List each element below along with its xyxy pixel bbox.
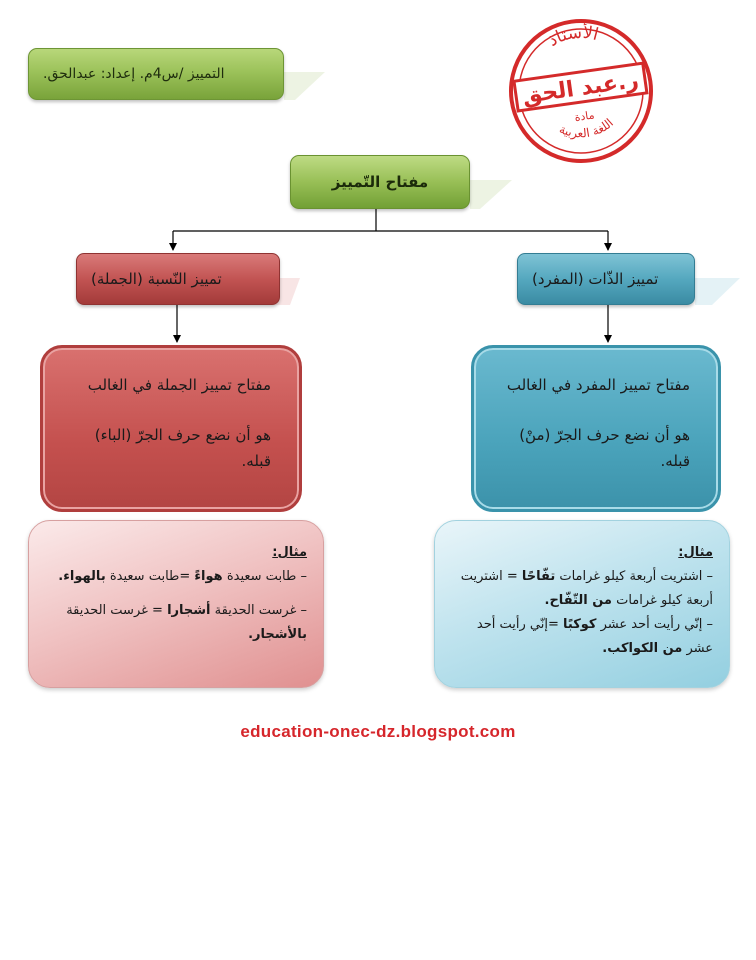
- header-text: التمييز /س4م. إعداد: عبدالحق.: [43, 66, 225, 82]
- example-box-sentence: [28, 520, 324, 688]
- example-box-singular: [434, 520, 730, 688]
- category-label-singular: تمييز الذّات (المفرد): [532, 270, 659, 288]
- rule-line: مفتاح تمييز الجملة في الغالب: [87, 376, 271, 394]
- example-line: – طابت سعيدة هواءً =طابت سعيدة بالهواء.: [58, 569, 307, 584]
- header-box: [28, 48, 284, 100]
- example-title: مثال:: [272, 545, 307, 560]
- rule-line: هو أن نضع حرف الجرّ (منْ): [519, 426, 690, 444]
- stamp-name: ر.عبد الحق: [521, 68, 641, 110]
- example-line: – غرست الحديقة أشجارا = غرست الحديقة: [66, 603, 307, 618]
- svg-text:الأستاذ: [544, 19, 603, 51]
- example-line: عشر من الكواكب.: [602, 641, 713, 656]
- example-line: – إنّي رأيت أحد عشر كوكبًا =إنّي رأيت أحد: [476, 617, 713, 632]
- root-label: مفتاح التّمييز: [331, 173, 429, 191]
- stamp-top-text: الأستاذ: [544, 22, 601, 51]
- category-node-sentence: [76, 253, 280, 305]
- example-line: بالأشجار.: [248, 627, 307, 642]
- rule-line: قبله.: [660, 452, 690, 470]
- root-node: [290, 155, 470, 209]
- footer-url: education-onec-dz.blogspot.com: [240, 722, 516, 741]
- teacher-stamp: [506, 16, 656, 166]
- rule-line: قبله.: [241, 452, 271, 470]
- example-line: أربعة كيلو غرامات من التّفّاح.: [544, 593, 713, 608]
- rule-box-singular: [471, 345, 721, 512]
- example-line: – اشتريت أربعة كيلو غرامات تفّاحًا = اشتريت: [460, 569, 713, 584]
- stamp-subject-label: مادة: [573, 108, 596, 125]
- right-category-reflection: [695, 278, 740, 305]
- header-reflection: [284, 72, 325, 100]
- root-reflection: [470, 180, 512, 209]
- example-title: مثال:: [678, 545, 713, 560]
- rule-box-sentence: [40, 345, 302, 512]
- stamp-subject-text: اللغة العربية: [557, 115, 616, 141]
- rule-line: مفتاح تمييز المفرد في الغالب: [506, 376, 690, 394]
- category-node-singular: [517, 253, 695, 305]
- rule-line: هو أن نضع حرف الجرّ (الباء): [94, 426, 271, 444]
- category-label-sentence: تمييز النّسبة (الجملة): [91, 270, 222, 288]
